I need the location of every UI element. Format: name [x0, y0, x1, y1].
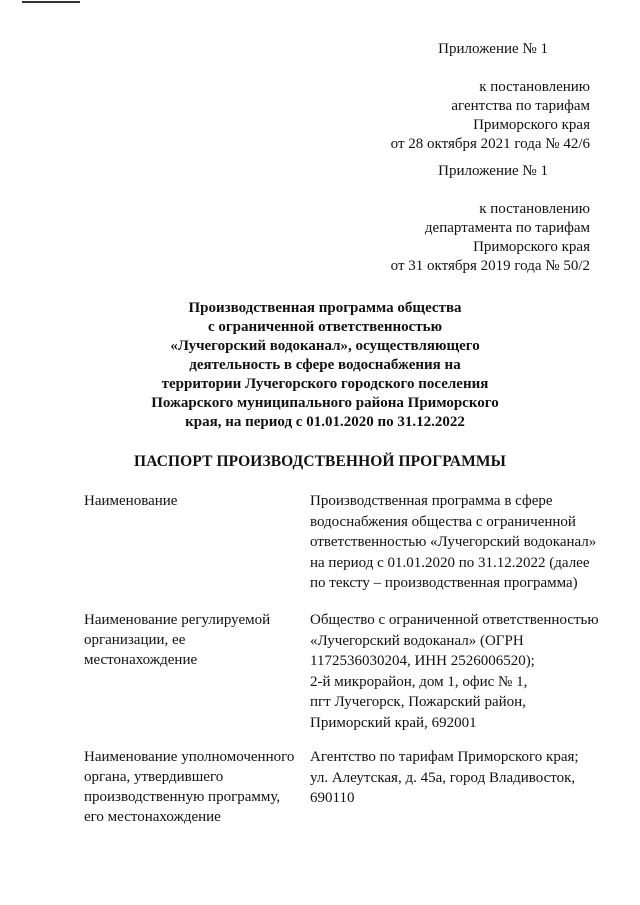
row-value-line: Производственная программа в сфере [310, 493, 553, 509]
annex-line: от 28 октября 2021 года № 42/6 [390, 136, 590, 152]
row-value-line: Приморский край, 692001 [310, 714, 477, 731]
row-value-line: Агентство по тарифам Приморского края; [310, 749, 579, 765]
row-label [84, 747, 294, 827]
row-label-line: Наименование [84, 493, 178, 509]
row-label-line: местонахождение [84, 652, 198, 668]
row-value-line: на период с 01.01.2020 по 31.12.2022 (далее [310, 554, 590, 571]
row-label-line: его местонахождение [84, 809, 221, 825]
program-title-line: территории Лучегорского городского поселения [161, 376, 489, 392]
program-title-line: Пожарского муниципального района Приморского [151, 395, 499, 411]
annex-heading: Приложение № 1 [438, 163, 548, 179]
passport-heading: ПАСПОРТ ПРОИЗВОДСТВЕННОЙ ПРОГРАММЫ [134, 453, 506, 470]
row-label-line: Наименование уполномоченного [84, 749, 295, 765]
annex-current-block [300, 40, 590, 154]
program-title-line: «Лучегорский водоканал», осуществляющего [170, 338, 480, 354]
row-value [310, 747, 610, 809]
row-label-line: организации, ее [84, 632, 186, 648]
row-value-line: пгт Лучегорск, Пожарский район, [310, 694, 526, 710]
row-value-line: «Лучегорский водоканал» (ОГРН [310, 632, 524, 649]
annex-line: агентства по тарифам [451, 98, 590, 114]
row-value-line: 690110 [310, 790, 355, 806]
row-value-line: водоснабжения общества с ограниченной [310, 513, 576, 530]
program-title [150, 299, 500, 432]
program-title-line: Производственная программа общества [188, 300, 462, 316]
row-label [84, 491, 294, 511]
annex-line: к постановлению [479, 79, 590, 95]
program-title-line: деятельность в сфере водоснабжения на [189, 357, 461, 373]
row-value [310, 491, 610, 594]
top-rule [22, 1, 80, 3]
annex-line: Приморского края [473, 117, 590, 133]
annex-original-block [300, 162, 590, 276]
annex-line: от 31 октября 2019 года № 50/2 [390, 258, 590, 274]
annex-line: Приморского края [473, 239, 590, 255]
row-value-line: 2-й микрорайон, дом 1, офис № 1, [310, 673, 528, 690]
row-label-line: производственную программу, [84, 789, 281, 805]
annex-heading: Приложение № 1 [438, 41, 548, 57]
row-value-line: по тексту – производственная программа) [310, 575, 578, 591]
program-title-line: края, на период с 01.01.2020 по 31.12.2022 [185, 414, 465, 430]
row-label-line: Наименование регулируемой [84, 612, 271, 628]
row-value-line: Общество с ограниченной ответственностью [310, 612, 599, 628]
program-title-line: с ограниченной ответственностью [207, 319, 443, 335]
row-value [310, 610, 610, 733]
row-label [84, 610, 294, 670]
row-value-line: ответственностью «Лучегорский водоканал» [310, 534, 597, 550]
annex-line: к постановлению [479, 201, 590, 217]
row-label-line: органа, утвердившего [84, 769, 224, 785]
row-value-line: 1172536030204, ИНН 2526006520); [310, 653, 535, 669]
annex-line: департамента по тарифам [424, 220, 590, 236]
row-value-line: ул. Алеутская, д. 45а, город Владивосток, [310, 769, 576, 786]
